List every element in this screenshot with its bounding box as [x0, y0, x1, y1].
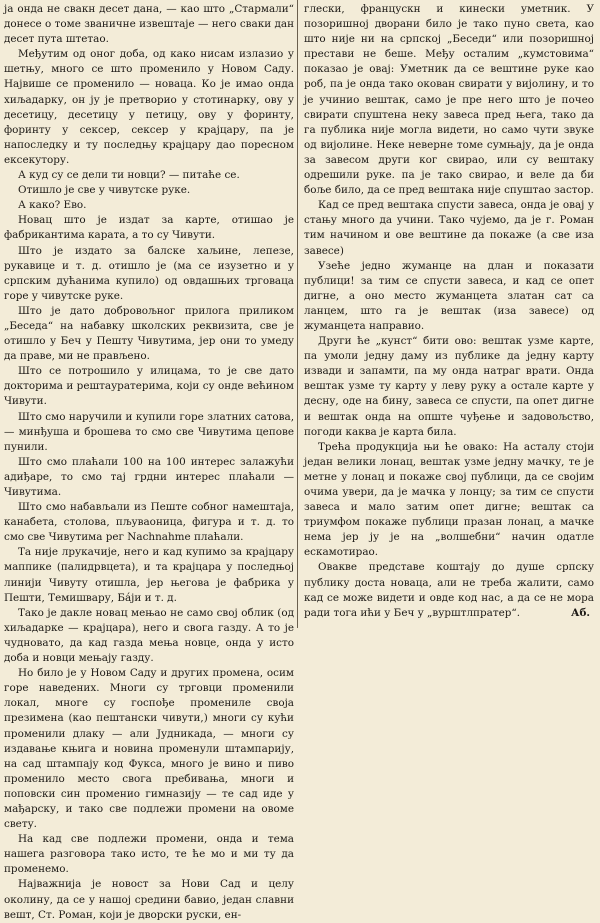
column-divider: [297, 0, 298, 628]
paragraph: Овакве представе коштају до душе српску публику доста новаца, али не треба жалити, само кад се може видети и овде код нас, а да се не мора ради тога ићи у Беч у „вурштлпратер“.: [304, 561, 594, 619]
paragraph: Тако је дакле новац мењао не само свој облик (од хиљадарке — крајцара), него и свога газду. А то је чудновато, да кад газда мења новце, онда у исто доба и новци мењају газду.: [4, 606, 294, 665]
paragraph: Што смо набављали из Пеште собног намештаја, канабета, столова, пљуваоница, фигура и т. д. то смо све Чивутима рег Nachnahme плаћали.: [4, 501, 294, 544]
paragraph: Кад се пред вештака спусти завеса, онда је овај у стању много да учини. Тако чујемо, да је г. Роман тим начином и ове вештине да покаже (а све иза завесе): [304, 199, 594, 257]
left-column: [4, 2, 294, 923]
paragraph: А како? Ево.: [18, 199, 87, 212]
paragraph: Што смо плаћали 100 на 100 интерес залажући адиђаре, то смо тај грдни интерес плаћали — Чивутима.: [4, 455, 294, 498]
paragraph: Што се потрошило у илицама, то је све дато докторима и рештауратерима, који су онде већином Чивути.: [4, 365, 294, 408]
paragraph: Узеће једно жуманце на длан и показати публици! за тим се спусти завеса, и кад се опет дигне, а оно место жуманцета златан сат са ланцем, што га је вештак (иза завесе) од жуманцета направио.: [304, 259, 594, 332]
paragraph: Што је издато за балске хаљине, лепезе, рукавице и т. д. отишло је (ма се изузетно и у српским дућанима купило) од овдашњих трговаца горе у чивутске руке.: [4, 244, 294, 302]
paragraph: Најважнија је новост за Нови Сад и целу околину, да се у нашој средини бавио, један славни вешт, Ст. Роман, који је дворски руски, ен-: [4, 878, 294, 921]
paragraph: Други ће „кунст“ бити ово: вештак узме карте, па умоли једну даму из публике да једну карту извади и запамти, па му онда натраг врати. Онда вештак узме ту карту у леву руку а остале карте у десну, оде на бину, завеса се спусти, па опет дигне и вештак онда на опште чуђење и задовољство, погоди каква је карта била.: [304, 335, 594, 438]
author-signature: Аб.: [570, 606, 590, 619]
paragraph: Што смо наручили и купили горе златних сатова, — минђуша и брошева то смо све Чивутима цепове пунили.: [4, 410, 294, 453]
right-column: [304, 2, 594, 621]
paragraph: На кад све подлежи промени, онда и тема нашега разговора тако исто, те ће мо и ми ту да променемо.: [4, 833, 294, 876]
paragraph: Новац што је издат за карте, отишао је фабрикантима карата, а то су Чивути.: [4, 214, 294, 242]
paragraph: Но било је у Новом Саду и других промена, осим горе наведених. Многи су трговци променили локал, многе су госпође промениле своја презимена (као пештански чивути,) многи су кући променили длаку — али Јудникада, — многи су издавање књига и новина променули штампарију, на сад штампају код Фукса, много је вино и пиво променило место свога пребивања, многи и поповски син променио гимназију — те сад иде у мађарску, и тако све подлежи промени на овоме свету.: [4, 667, 294, 831]
paragraph: Што је дато добровољног прилога приликом „Беседа“ на набавку школских реквизита, све је отишло у Беч у Пешту Чивутима, јер они то умеду да праве, ми не прављено.: [4, 304, 294, 363]
paragraph: Међутим од оног доба, од како нисам излазио у шетњу, много се што променило у Новом Саду. Највише се променило — новаца. Ко је имао онда хиљадарку, он ју је претворио у стотинарку, ову у десетицу, десетицу у петицу, ову у форинту, форинту у сексер, сексер у крајцару, па је напоследку и ту последњу крајцару дао поресном ексекутору.: [4, 48, 294, 166]
paragraph: Отишло је све у чивутске руке.: [18, 184, 191, 197]
paragraph: Трећа продукција њи ће овако: На асталу стоји један велики лонац, вештак узме једну мачку, те је метне у лонац и покаже свој публици, да се својим очима увери, да је мачка у лонцу; за тим се спусти завеса и мало затим опет дигне; вештак са триумфом покаже публици празан лонац, а мачке нема јер ју је на „волшебни“ начин одатле ескамотирао.: [304, 440, 594, 559]
paragraph: А куд су се дели ти новци? — питаће се.: [18, 169, 240, 182]
paragraph: глески, францускн и кинески уметник. У позоришној дворани било је тако пуно света, као што није ни на српској „Беседи“ или позоришној престави не беше. Међу осталим „кумстовима“ показао је овај: Уметник да се вештине руке као роб, па је онда тако окован свирати у вијолину, и то је учинио вештак, само је пре него што је почео свирати спуштена неку завеса пред њега, тако да га публика није могла видети, но само чути звуке од вијолине. Неке неверне томе сумњају, да је онда за завесом други ког свирао, или су вештаку одрешили руке. па је тако свирао, и веле да би боље било, да се пред вештака није спуштао застор.: [304, 3, 594, 197]
paragraph: ја онда не свакн десет дана, — као што „Стармали“ донесе о томе званичне извештаје — него сваки дан десет пута штетао.: [4, 3, 294, 46]
paragraph: Та није лрукачије, него и кад купимо за крајцару маппике (палидрвцета), и та крајцара у последњој линији Чивуту отишла, јер његова је фабрика у Пешти, Темишвару, Бáји и т. д.: [4, 546, 294, 604]
